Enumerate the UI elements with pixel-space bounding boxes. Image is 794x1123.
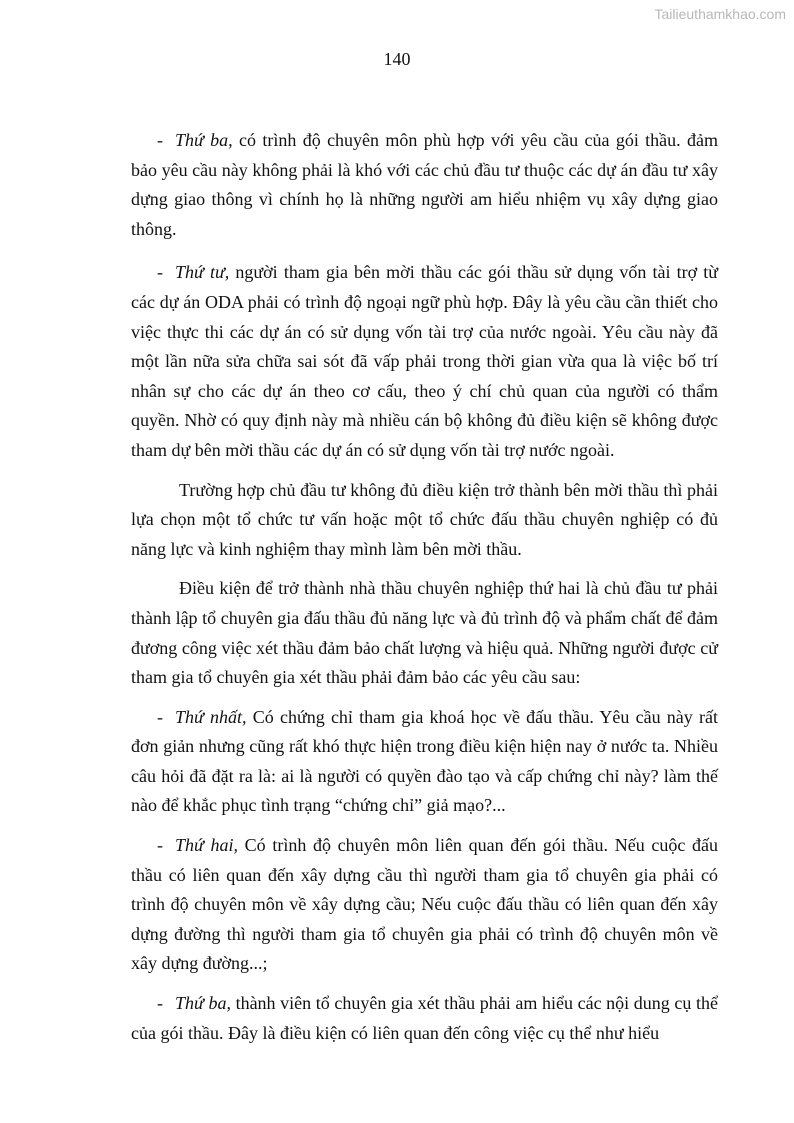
dash: - [157,993,163,1014]
paragraph-dieu-kien [131,574,718,692]
document-body [131,126,718,1058]
paragraph-lead: Thứ ba, [175,993,231,1014]
paragraph-lead: Thứ tư, [175,262,230,283]
paragraph-text: Có chứng chỉ tham gia khoá học về đấu thầu. Yêu cầu này rất đơn giản nhưng cũng rất khó thực hiện trong điều kiện hiện nay ở nước ta. Nhiều câu hỏi đã đặt ra là: ai là người có quyền đào tạo và cấp chứng chỉ này? làm thế nào để khắc phục tình trạng “chứng chỉ” giả mạo?... [131,706,718,816]
dash: - [157,706,163,727]
paragraph-text: Trường hợp chủ đầu tư không đủ điều kiện trở thành bên mời thầu thì phải lựa chọn một tổ chức tư vấn hoặc một tổ chức đấu thầu chuyên nghiệp có đủ năng lực và kinh nghiệm thay mình làm bên mời thầu. [131,479,718,559]
dash: - [157,262,163,283]
page-number: 140 [383,49,411,69]
paragraph-thu-hai [131,831,718,979]
dash: - [157,130,163,150]
paragraph-text: thành viên tổ chuyên gia xét thầu phải am hiểu các nội dung cụ thể của gói thầu. Đây là điều kiện có liên quan đến công việc cụ thể như hiểu [131,993,719,1043]
paragraph-text: người tham gia bên mời thầu các gói thầu sử dụng vốn tài trợ từ các dự án ODA phải có trình độ ngoại ngữ phù hợp. Đây là yêu cầu cần thiết cho việc thực thi các dự án có sử dụng vốn tài trợ của nước ngoài. Yêu cầu này đã một lần nữa sửa chữa sai sót đã vấp phải trong thời gian vừa qua là việc bố trí nhân sự cho các dự án theo cơ cấu, theo ý chí chủ quan của người có thẩm quyền. Nhờ có quy định này mà nhiều cán bộ không đủ điều kiện sẽ không được tham dự bên mời thầu các dự án có sử dụng vốn tài trợ nước ngoài. [131,262,718,460]
paragraph-text: Điều kiện để trở thành nhà thầu chuyên nghiệp thứ hai là chủ đầu tư phải thành lập tổ chuyên gia đấu thầu đủ năng lực và đủ trình độ và phẩm chất để đảm đương công việc xét thầu đảm bảo chất lượng và hiệu quả. Những người được cử tham gia tổ chuyên gia xét thầu phải đảm bảo các yêu cầu sau: [131,578,718,688]
paragraph-thu-nhat [131,703,718,821]
paragraph-thu-ba-2 [131,989,718,1048]
watermark: Tailieuthamkhao.com [654,6,786,22]
paragraph-lead: Thứ ba, [175,130,233,150]
paragraph-text: Có trình độ chuyên môn liên quan đến gói thầu. Nếu cuộc đấu thầu có liên quan đến xây dựng cầu thì người tham gia tổ chuyên gia phải có trình độ chuyên môn về xây dựng cầu; Nếu cuộc đấu thầu có liên quan đến xây dựng đường thì người tham gia tổ chuyên gia phải có trình độ chuyên môn về xây dựng đường...; [131,835,718,974]
paragraph-thu-tu [131,258,718,465]
paragraph-lead: Thứ hai, [175,835,238,856]
paragraph-text: có trình độ chuyên môn phù hợp với yêu cầu của gói thầu. đảm bảo yêu cầu này không phải là khó với các chủ đầu tư thuộc các dự án đầu tư xây dựng giao thông vì chính họ là những người am hiểu nhiệm vụ xây dựng giao thông. [131,130,719,239]
paragraph-thu-ba-1 [131,126,718,244]
paragraph-truong-hop [131,476,718,565]
dash: - [157,835,163,856]
paragraph-lead: Thứ nhất, [175,706,247,727]
